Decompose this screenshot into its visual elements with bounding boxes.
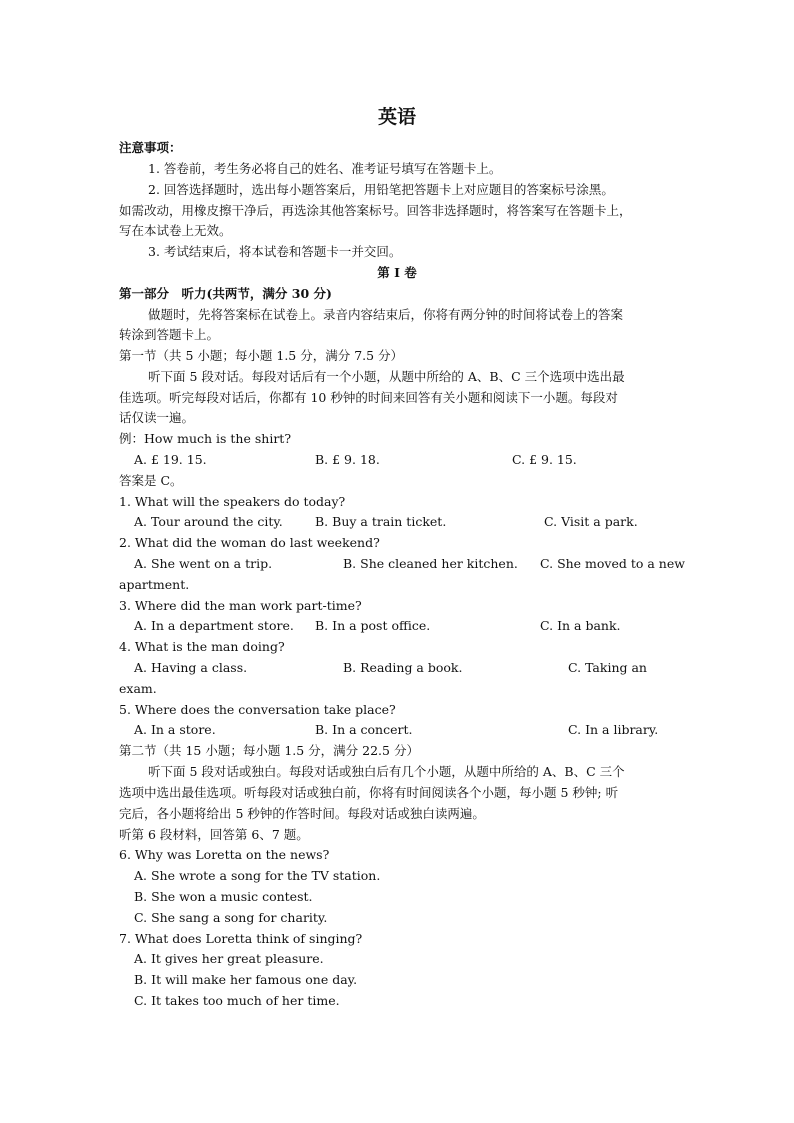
q4-option-a: A. Having a class. — [134, 660, 248, 675]
question-1: 1. What will the speakers do today? — [119, 494, 346, 509]
example-answer: 答案是 C。 — [119, 473, 183, 488]
section2-intro: 完后，各小题将给出 5 秒钟的作答时间。每段对话或独白读两遍。 — [119, 806, 485, 821]
q1-option-c: C. Visit a park. — [544, 514, 638, 529]
question-2: 2. What did the woman do last weekend? — [119, 535, 380, 550]
notice-item: 写在本试卷上无效。 — [119, 223, 232, 238]
q5-option-a: A. In a store. — [134, 722, 216, 737]
section2-heading: 第二节（共 15 小题；每小题 1.5 分，满分 22.5 分） — [119, 743, 419, 758]
notice-item: 3. 考试结束后，将本试卷和答题卡一并交回。 — [148, 244, 402, 259]
q5-option-c: C. In a library. — [568, 722, 659, 737]
question-7: 7. What does Loretta think of singing? — [119, 931, 363, 946]
section1-heading: 第一节（共 5 小题；每小题 1.5 分，满分 7.5 分） — [119, 348, 404, 363]
q2-option-a: A. She went on a trip. — [134, 556, 273, 571]
q7-option-b: B. It will make her famous one day. — [134, 972, 358, 987]
notice-item: 1. 答卷前，考生务必将自己的姓名、准考证号填写在答题卡上。 — [148, 161, 502, 176]
q2-option-c-cont: apartment. — [119, 577, 190, 592]
example-option-c: C. £ 9. 15. — [512, 452, 577, 467]
example-question: 例：How much is the shirt? — [119, 431, 292, 446]
part1-intro: 转涂到答题卡上。 — [119, 327, 220, 342]
section1-intro: 话仅读一遍。 — [119, 410, 195, 425]
material-instruction: 听第 6 段材料，回答第 6、7 题。 — [119, 827, 309, 842]
q7-option-c: C. It takes too much of her time. — [134, 993, 340, 1008]
notice-item: 2. 回答选择题时，选出每小题答案后，用铅笔把答题卡上对应题目的答案标号涂黑。 — [148, 182, 614, 197]
section1-intro: 佳选项。听完每段对话后，你都有 10 秒钟的时间来回答有关小题和阅读下一小题。每段对 — [119, 390, 618, 405]
question-6: 6. Why was Loretta on the news? — [119, 847, 330, 862]
q1-option-a: A. Tour around the city. — [134, 514, 283, 529]
q3-option-c: C. In a bank. — [540, 618, 621, 633]
q6-option-c: C. She sang a song for charity. — [134, 910, 328, 925]
q4-option-c: C. Taking an — [568, 660, 647, 675]
q7-option-a: A. It gives her great pleasure. — [134, 951, 324, 966]
q2-option-b: B. She cleaned her kitchen. — [343, 556, 518, 571]
page-title: 英语 — [377, 106, 416, 128]
question-3: 3. Where did the man work part-time? — [119, 598, 362, 613]
question-4: 4. What is the man doing? — [119, 639, 285, 654]
q4-option-b: B. Reading a book. — [343, 660, 463, 675]
example-option-a: A. £ 19. 15. — [134, 452, 207, 467]
q5-option-b: B. In a concert. — [315, 722, 413, 737]
section2-intro: 听下面 5 段对话或独白。每段对话或独白后有几个小题，从题中所给的 A、B、C 三个 — [148, 764, 625, 779]
q3-option-b: B. In a post office. — [315, 618, 431, 633]
section2-intro: 选项中选出最佳选项。听每段对话或独白前，你将有时间阅读各个小题，每小题 5 秒钟; 听 — [119, 785, 619, 800]
notice-heading: 注意事项： — [119, 140, 182, 155]
q2-option-c: C. She moved to a new — [540, 556, 685, 571]
question-5: 5. Where does the conversation take place? — [119, 702, 396, 717]
part1-heading: 第一部分 听力(共两节，满分 30 分) — [119, 286, 332, 301]
q6-option-a: A. She wrote a song for the TV station. — [134, 868, 381, 883]
q1-option-b: B. Buy a train ticket. — [315, 514, 447, 529]
volume-heading: 第 I 卷 — [377, 265, 417, 280]
notice-item: 如需改动，用橡皮擦干净后，再选涂其他答案标号。回答非选择题时，将答案写在答题卡上， — [119, 203, 632, 218]
q4-option-c-cont: exam. — [119, 681, 157, 696]
example-option-b: B. £ 9. 18. — [315, 452, 380, 467]
section1-intro: 听下面 5 段对话。每段对话后有一个小题，从题中所给的 A、B、C 三个选项中选出最 — [148, 369, 625, 384]
q6-option-b: B. She won a music contest. — [134, 889, 313, 904]
part1-intro: 做题时，先将答案标在试卷上。录音内容结束后，你将有两分钟的时间将试卷上的答案 — [148, 307, 624, 322]
q3-option-a: A. In a department store. — [134, 618, 294, 633]
